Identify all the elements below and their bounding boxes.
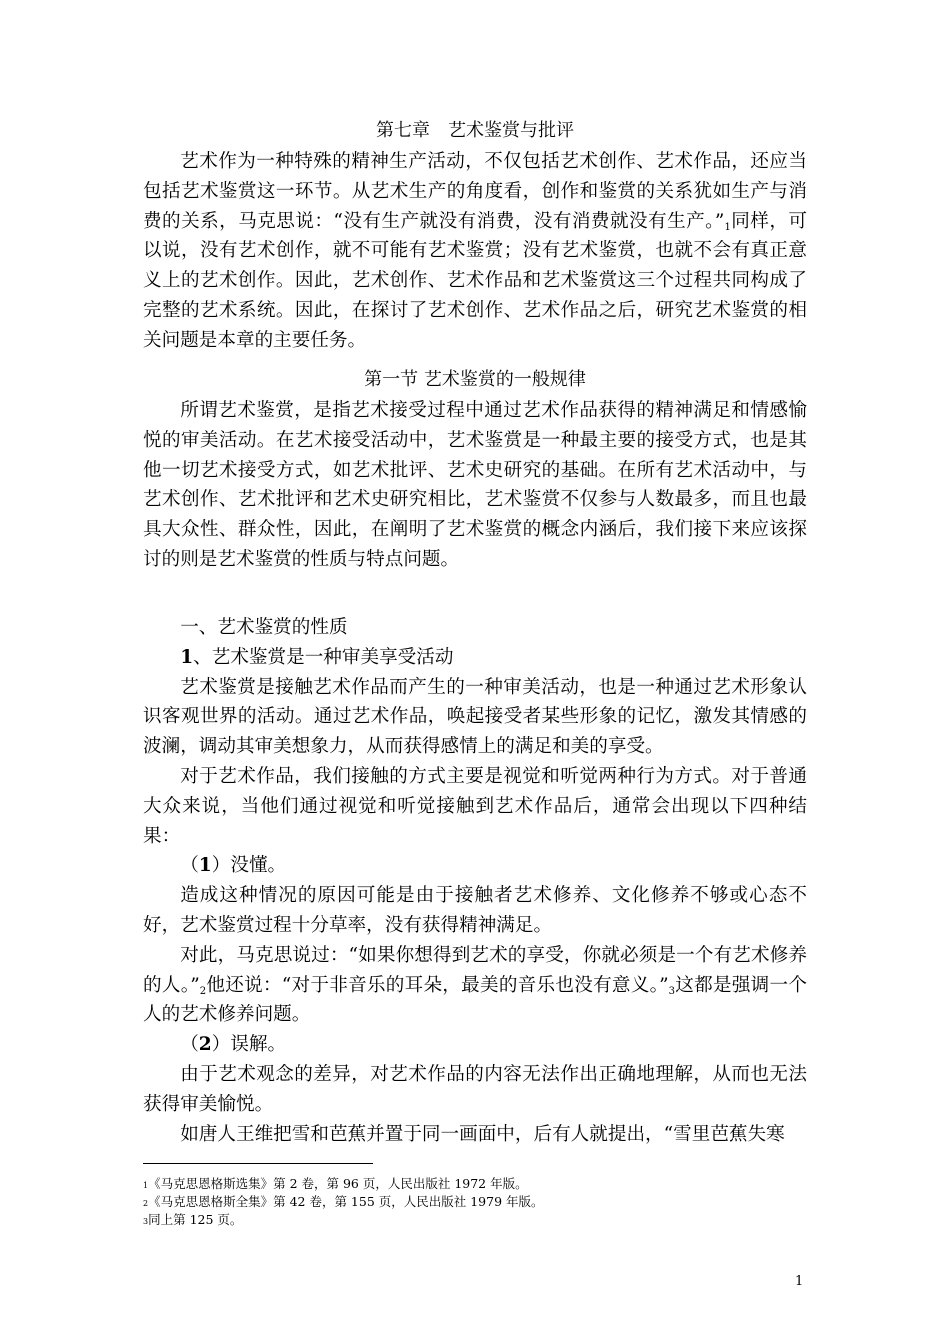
intro-text-1: 艺术作为一种特殊的精神生产活动，不仅包括艺术创作、艺术作品，还应当包括艺术鉴赏这一环节。从艺术生产的角度看，创作和鉴赏的关系犹如生产与消费的关系，马克思说：“没有生产就没有消费，没有消费就没有生产。” [143, 151, 807, 232]
list-item-2-open: （ [180, 1034, 199, 1056]
list-item-2 [143, 1030, 807, 1060]
paragraph-a: 艺术鉴赏是接触艺术作品而产生的一种审美活动，也是一种通过艺术形象认识客观世界的活动。通过艺术作品，唤起接受者某些形象的记忆，激发其情感的波澜，调动其审美想象力，从而获得感情上的满足和美的享受。 [143, 676, 807, 758]
footnote-3-text: 同上第 125 页。 [148, 1212, 243, 1227]
footnote-2-mark: 2 [143, 1199, 149, 1208]
list-item-1-label: ）没懂。 [211, 855, 287, 877]
paragraph-c: 造成这种情况的原因可能是由于接触者艺术修养、文化修养不够或心态不好，艺术鉴赏过程十分草率，没有获得精神满足。 [143, 885, 807, 936]
footnote-ref-3[interactable]: 3 [668, 985, 676, 997]
paragraph-d-text-3: 这都是强调一个人的艺术修养问题。 [143, 974, 807, 1026]
point-1-title: 、艺术鉴赏是一种审美享受活动 [193, 646, 454, 668]
list-item-1-open: （ [180, 855, 199, 877]
footnote-ref-1[interactable]: 1 [724, 221, 731, 233]
list-item-1-number: 1 [198, 855, 212, 877]
intro-text-2: 同样，可以说，没有艺术创作，就不可能有艺术鉴赏；没有艺术鉴赏，也就不会有真正意义上的艺术创作。因此，艺术创作、艺术作品和艺术鉴赏这三个过程共同构成了完整的艺术系统。因此，在探讨了艺术创作、艺术作品之后，研究艺术鉴赏的相关问题是本章的主要任务。 [143, 210, 807, 351]
intro-paragraph [143, 147, 807, 356]
paragraph-b: 对于艺术作品，我们接触的方式主要是视觉和听觉两种行为方式。对于普通大众来说，当他们通过视觉和听觉接触到艺术作品后，通常会出现以下四种结果： [143, 765, 807, 847]
footnote-3-mark: 3 [143, 1217, 149, 1226]
footnote-ref-2[interactable]: 2 [199, 985, 207, 997]
footnote-2 [143, 1193, 544, 1212]
footnote-1-mark: 1 [143, 1181, 149, 1190]
list-item-2-number: 2 [198, 1034, 212, 1056]
point-1-number: 1 [180, 646, 194, 668]
paragraph-d [143, 941, 807, 1030]
paragraph-f: 如唐人王维把雪和芭蕉并置于同一画面中，后有人就提出，“雪里芭蕉失寒 [180, 1123, 785, 1145]
section-intro-text: 所谓艺术鉴赏，是指艺术接受过程中通过艺术作品获得的精神满足和情感愉悦的审美活动。在艺术接受活动中，艺术鉴赏是一种最主要的接受方式，也是其他一切艺术接受方式，如艺术批评、艺术史研究的基础。在所有艺术活动中，与艺术创作、艺术批评和艺术史研究相比，艺术鉴赏不仅参与人数最多，而且也最具大众性、群众性，因此，在阐明了艺术鉴赏的概念内涵后，我们接下来应该探讨的则是艺术鉴赏的性质与特点问题。 [143, 400, 807, 570]
footnote-1-text: 《马克思恩格斯选集》第 2 卷，第 96 页，人民出版社 1972 年版。 [148, 1176, 528, 1191]
list-item-2-label: ）误解。 [211, 1034, 287, 1056]
footnote-divider [143, 1163, 373, 1164]
footnote-2-text: 《马克思恩格斯全集》第 42 卷，第 155 页，人民出版社 1979 年版。 [148, 1194, 544, 1209]
page-number: 1 [795, 1274, 804, 1289]
section-title: 第一节 艺术鉴赏的一般规律 [364, 369, 586, 390]
paragraph-d-text-2: 他还说：“对于非音乐的耳朵，最美的音乐也没有意义。” [206, 974, 669, 996]
footnote-3 [143, 1211, 242, 1230]
point-1-heading [143, 643, 807, 673]
paragraph-e: 由于艺术观念的差异，对艺术作品的内容无法作出正确地理解，从而也无法获得审美愉悦。 [143, 1063, 807, 1115]
paragraph-d-text-1: 对此，马克思说过：“如果你想得到艺术的享受，你就必须是一个有艺术修养的人。” [143, 944, 807, 996]
body-block [143, 613, 807, 1149]
subsection-title: 一、艺术鉴赏的性质 [180, 617, 348, 638]
list-item-1 [143, 851, 807, 881]
footnote-1 [143, 1175, 528, 1194]
section-intro-paragraph [143, 396, 807, 575]
chapter-title: 第七章 艺术鉴赏与批评 [376, 120, 574, 141]
